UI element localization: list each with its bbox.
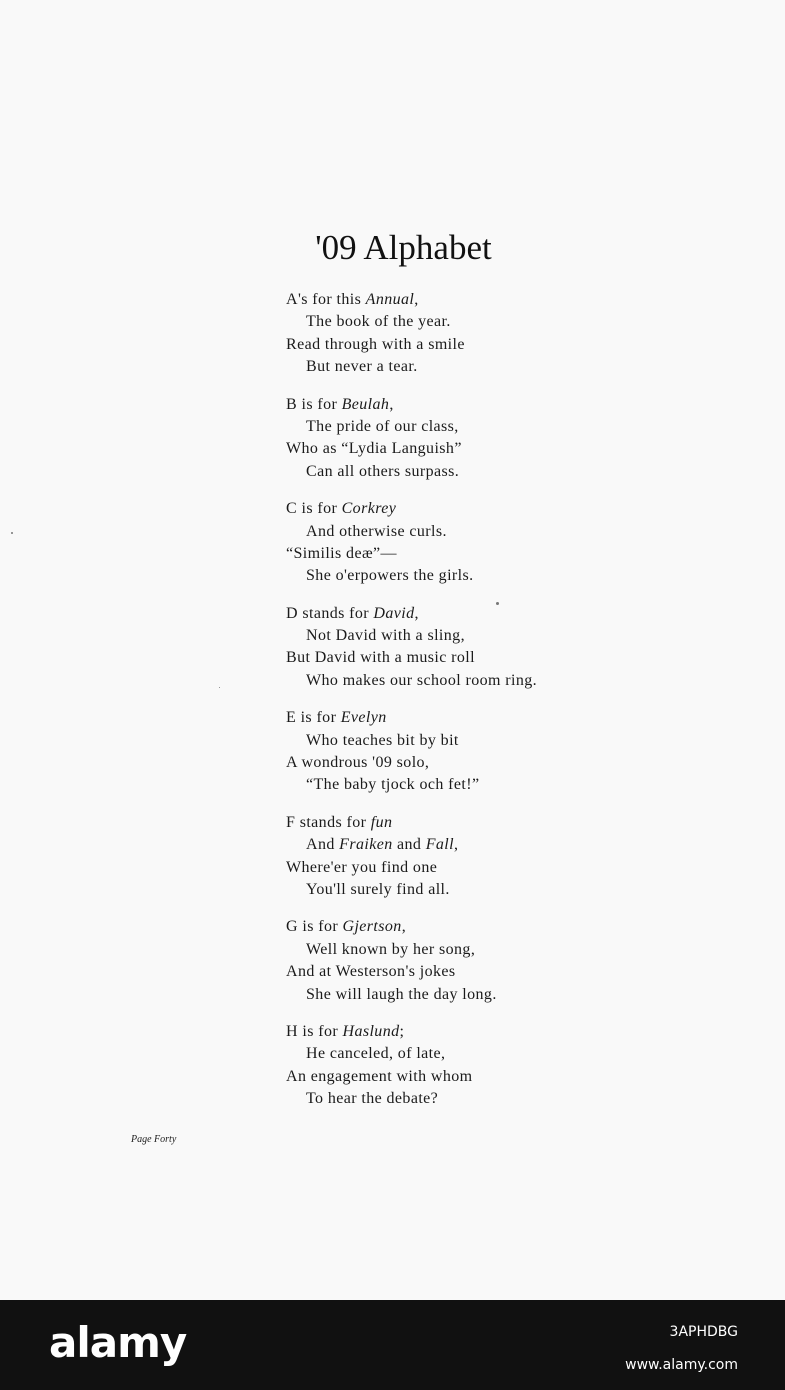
poem-line (286, 647, 706, 669)
emphasized-name: Beulah (341, 395, 390, 413)
line-text: You'll surely find all. (306, 880, 450, 898)
line-text: Who makes our school room ring. (306, 671, 538, 689)
poem-line (286, 603, 706, 625)
poem-line (286, 961, 706, 983)
line-text: And at Westerson's jokes (286, 963, 456, 981)
poem-line (286, 879, 706, 901)
poem-line (286, 438, 706, 460)
poem-line (286, 939, 706, 961)
poem-line (286, 461, 706, 483)
poem-line (286, 916, 706, 938)
emphasized-name: Annual (365, 291, 415, 308)
stanza (286, 394, 706, 484)
line-text: She will laugh the day long. (306, 985, 497, 1003)
line-text: But David with a music roll (286, 649, 476, 667)
line-text: F stands for (286, 813, 371, 831)
poem-line (286, 356, 706, 378)
stanza (286, 707, 706, 797)
line-text: ; (399, 1022, 405, 1040)
line-text: , (414, 604, 419, 622)
stanza (286, 498, 706, 588)
line-text: But never a tear. (306, 358, 418, 376)
poem-line (286, 774, 706, 796)
emphasized-name: Corkrey (341, 500, 397, 518)
poem-line (286, 1066, 706, 1088)
emphasized-name: Fall (425, 836, 454, 854)
poem-line (286, 625, 706, 647)
line-text: G is for (286, 918, 343, 936)
line-text: And otherwise curls. (306, 522, 447, 540)
poem-line (286, 334, 706, 356)
stanza (286, 812, 706, 902)
line-text: A's for this (286, 291, 366, 308)
watermark-url: www.alamy.com (625, 1357, 738, 1373)
line-text: And (306, 836, 340, 854)
stanza (286, 603, 706, 693)
line-text: To hear the debate? (306, 1090, 439, 1108)
line-text: Well known by her song, (306, 940, 476, 958)
line-text: The book of the year. (306, 313, 451, 331)
line-text: Who as “Lydia Languish” (286, 440, 462, 458)
poem-line (286, 984, 706, 1006)
line-text: , (389, 395, 394, 413)
poem-line (286, 1021, 706, 1043)
line-text: , (401, 918, 407, 936)
line-text: The pride of our class, (306, 417, 459, 435)
line-text: Not David with a sling, (306, 627, 465, 645)
line-text: Where'er you find one (286, 858, 438, 876)
line-text: Who teaches bit by bit (306, 731, 459, 749)
poem-line (286, 543, 706, 565)
line-text: A wondrous '09 solo, (286, 754, 430, 772)
emphasized-name: fun (370, 813, 393, 831)
emphasized-name: David (373, 604, 415, 622)
stanza (286, 916, 706, 1006)
line-text: H is for (286, 1022, 343, 1040)
poem-line (286, 857, 706, 879)
line-text: Can all others surpass. (306, 462, 460, 480)
line-text: “The baby tjock och fet!” (306, 776, 480, 794)
watermark-logo: alamy (49, 1318, 187, 1367)
poem-title: '09 Alphabet (315, 228, 492, 267)
print-speck (496, 602, 499, 605)
poem-body (286, 289, 706, 1126)
watermark-info (625, 1322, 738, 1375)
poem-line (286, 1088, 706, 1110)
line-text: An engagement with whom (286, 1067, 473, 1085)
poem-line (286, 498, 706, 520)
poem-line (286, 565, 706, 587)
line-text: He canceled, of late, (306, 1045, 446, 1063)
line-text: , (414, 291, 419, 308)
emphasized-name: Fraiken (339, 836, 393, 854)
emphasized-name: Haslund (342, 1022, 400, 1040)
line-text: “Similis deæ”— (286, 544, 397, 562)
poem-line (286, 670, 706, 692)
poem-line (286, 812, 706, 834)
poem-line (286, 289, 706, 311)
poem-line (286, 1043, 706, 1065)
poem-line (286, 416, 706, 438)
stanza (286, 289, 706, 379)
poem-line (286, 521, 706, 543)
print-speck (219, 687, 220, 688)
poem-line (286, 311, 706, 333)
page-number: Page Forty (131, 1134, 177, 1145)
line-text: Read through with a smile (286, 335, 465, 353)
print-speck (11, 532, 13, 534)
poem-line (286, 834, 706, 856)
line-text: C is for (286, 500, 342, 518)
line-text: B is for (286, 395, 342, 413)
line-text: , (453, 836, 459, 854)
poem-line (286, 752, 706, 774)
line-text: D stands for (286, 604, 374, 622)
line-text: E is for (286, 709, 341, 727)
poem-line (286, 707, 706, 729)
emphasized-name: Evelyn (340, 709, 387, 727)
stanza (286, 1021, 706, 1111)
line-text: and (392, 836, 426, 854)
poem-line (286, 730, 706, 752)
line-text: She o'erpowers the girls. (306, 567, 474, 585)
poem-line (286, 394, 706, 416)
image-id: 3APHDBG (669, 1324, 738, 1340)
emphasized-name: Gjertson (342, 918, 402, 936)
